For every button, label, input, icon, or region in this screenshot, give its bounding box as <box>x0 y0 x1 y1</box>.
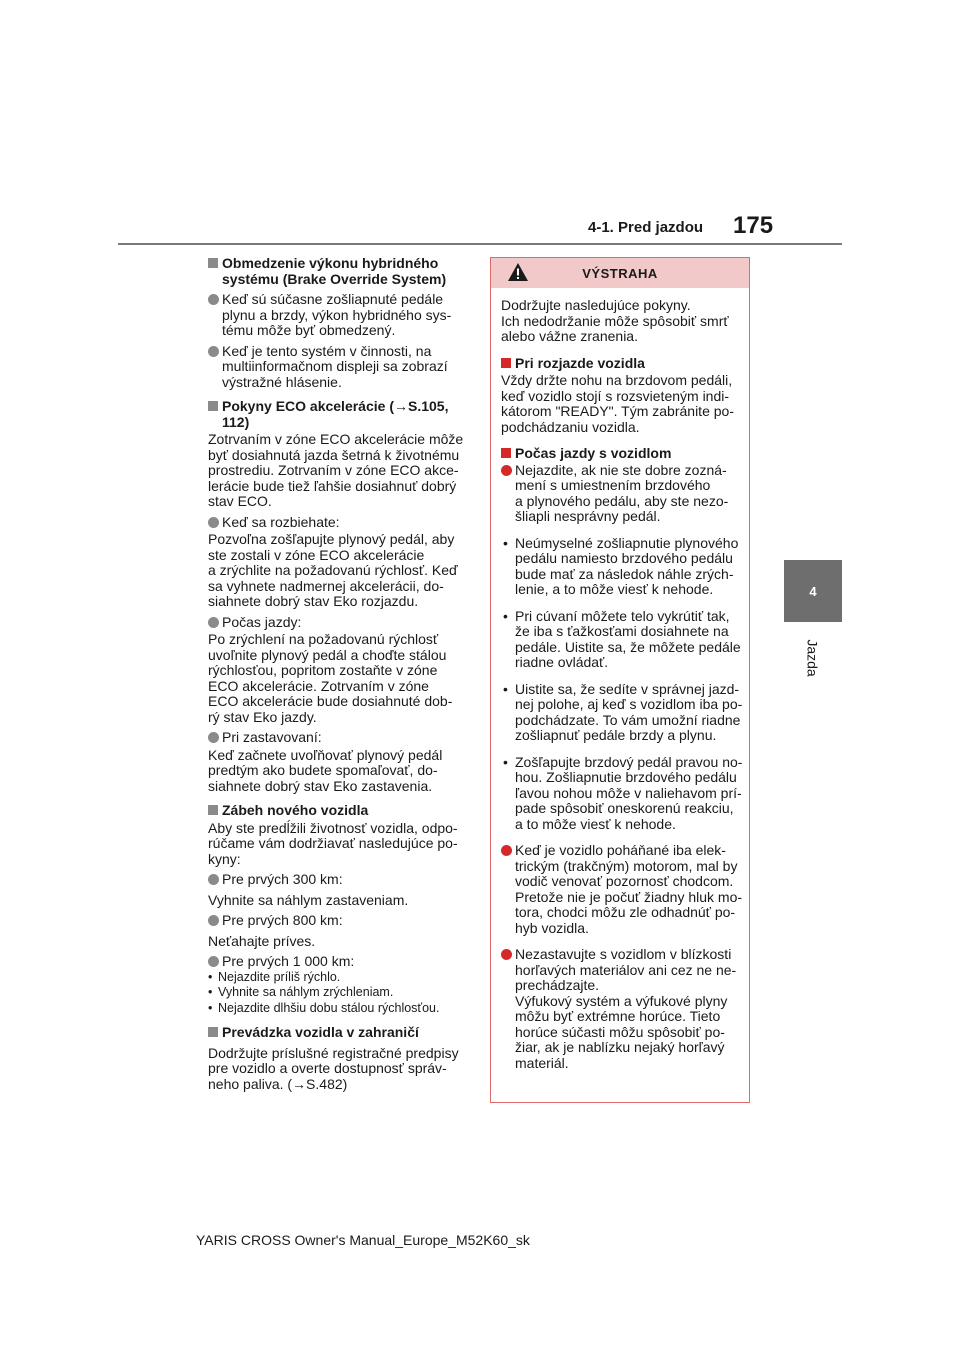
paragraph: Po zrýchlení na požadovanú rýchlosť uvoľnite plynový pedál a choďte stálou rýchlosťou, popritom zostaňte v zóne ECO akcelerácie. Zotrvaním v zóne ECO akcelerácie bude dosiahnuté dob- rý stav Eko jazdy. <box>208 631 453 725</box>
dash-list <box>208 970 470 1017</box>
paragraph: Vyhnite sa náhlym zastaveniam. <box>208 891 409 908</box>
warning-section-heading: Pri rozjazde vozidla <box>501 356 743 372</box>
section-header-title: 4-1. Pred jazdou <box>588 219 704 236</box>
section-heading: Pokyny ECO akcelerácie (→S.105, 112) <box>208 399 470 430</box>
warning-header <box>491 258 749 288</box>
section-heading: Zábeh nového vozidla <box>208 803 470 819</box>
paragraph: Neťahajte príves. <box>208 932 316 949</box>
bullet-item: Keď sa rozbiehate: <box>208 515 470 531</box>
section-heading: Prevádzka vozidla v zahraničí <box>208 1025 470 1041</box>
section-heading: Obmedzenie výkonu hybridného systému (Brake Override System) <box>208 256 470 287</box>
bullet-item: Pri zastavovaní: <box>208 730 470 746</box>
list-item: • Zošľapujte brzdový pedál pravou no- hou. Zošliapnutie brzdového pedálu ľavou nohou môže v naliehavom prí- pade spôsobiť oneskorenú reakciu, a to môže viesť k nehode. <box>503 753 743 832</box>
heading-square-icon <box>208 1027 218 1037</box>
bullet-dot-icon <box>501 949 512 960</box>
chapter-title <box>781 628 845 688</box>
bullet-dot-icon <box>208 732 219 743</box>
dash-item: • Vyhnite sa náhlym zrýchleniam. <box>208 985 394 999</box>
bullet-item: Keď je vozidlo poháňané iba elek- trickým (trakčným) motorom, mal by vodič venovať pozornosť chodcom. Pretože nie je počuť žiadny hluk mo- tora, chodci môžu zle odhadnúť po- hyb vozidla. <box>501 843 743 936</box>
paragraph: Pozvoľna zošľapujte plynový pedál, aby ste zostali v zóne ECO akcelerácie a zrýchlite na požadovanú rýchlosť. Keď sa vyhnete nadmernej akcelerácii, do- siahnete dobrý stav Eko rozjazdu. <box>208 531 458 609</box>
bullet-dot-icon <box>501 845 512 856</box>
bullet-dot-icon <box>208 346 219 357</box>
warning-intro: Dodržujte nasledujúce pokyny. Ich nedodržanie môže spôsobiť smrť alebo vážne zranenia. <box>501 297 729 344</box>
dash-item: • Nejazdite príliš rýchlo. <box>208 969 341 984</box>
bullet-item: Keď sú súčasne zošliapnuté pedále plynu a brzdy, výkon hybridného sys- tému môže byť obmedzený. <box>208 292 470 339</box>
bullet-dot-icon <box>208 517 219 528</box>
header-divider <box>118 243 842 245</box>
bullet-dot-icon <box>208 915 219 926</box>
bullet-item: Pre prvých 300 km: <box>208 872 470 888</box>
paragraph: Aby ste predĺžili životnosť vozidla, odpo- rúčame vám dodržiavať nasledujúce po- kyny: <box>208 819 458 867</box>
warning-box <box>490 257 750 1103</box>
bullet-item: Pre prvých 1 000 km: <box>208 954 470 970</box>
left-column <box>208 256 470 1092</box>
bullet-item: Nezastavujte s vozidlom v blízkosti horľavých materiálov ani cez ne ne- prechádzajte. Výfukový systém a výfukové plyny môžu byť extrémne horúce. Tieto horúce súčasti môžu spôsobiť po- žiar, ak je nablízku nejaký horľavý materiál. <box>501 947 743 1071</box>
paragraph: Zotrvaním v zóne ECO akcelerácie môže byť dosiahnutá jazda šetrná k životnému prostrediu. Zotrvaním v zóne ECO akce- lerácie bude tiež ľahšie dosiahnuť dobrý stav ECO. <box>208 431 464 509</box>
bullet-dot-icon <box>208 956 219 967</box>
chapter-tab-number: 4 <box>784 560 842 622</box>
paragraph: Vždy držte nohu na brzdovom pedáli, keď vozidlo stojí s rozsvieteným indi- kátorom "READY". Tým zabránite po- podchádzaniu vozidla. <box>501 372 734 435</box>
warning-triangle-icon <box>507 262 529 282</box>
list-item: • Uistite sa, že sedíte v správnej jazd- nej polohe, aj keď s vozidlom iba po- podchádzate. To vám umožní riadne zošliapnuť pedále brzdy a plynu. <box>503 680 743 743</box>
heading-square-icon <box>208 805 218 815</box>
bullet-dot-icon <box>208 617 219 628</box>
page-number: 175 <box>733 212 774 239</box>
footer-text: YARIS CROSS Owner's Manual_Europe_M52K60_sk <box>196 1232 530 1248</box>
bullet-item: Nejazdite, ak nie ste dobre zozná- mení s umiestnením brzdového a plynového pedálu, aby ste nezo- šliapli nesprávny pedál. <box>501 463 743 525</box>
bullet-item: Keď je tento systém v činnosti, na multiinformačnom displeji sa zobrazí výstražné hlásenie. <box>208 344 470 391</box>
bullet-item: Pre prvých 800 km: <box>208 913 470 929</box>
bullet-dot-icon <box>501 465 512 476</box>
warning-title: VÝSTRAHA <box>582 265 658 281</box>
list-item: • Pri cúvaní môžete telo vykrútiť tak, že iba s ťažkosťami dosiahnete na pedále. Uistite sa, že môžete pedále riadne ovládať. <box>503 607 741 670</box>
paragraph: Dodržujte príslušné registračné predpisy pre vozidlo a overte dostupnosť správ- neho paliva. (→S.482) <box>208 1044 459 1092</box>
heading-square-icon <box>208 258 218 268</box>
bullet-dot-icon <box>208 874 219 885</box>
dash-item: • Nejazdite dlhšiu dobu stálou rýchlosťou. <box>208 1000 440 1015</box>
heading-square-icon <box>501 448 511 458</box>
paragraph: Keď začnete uvoľňovať plynový pedál predtým ako budete spomaľovať, do- siahnete dobrý stav Eko zastavenia. <box>208 746 443 794</box>
heading-square-icon <box>501 358 511 368</box>
list-item: • Neúmyselné zošliapnutie plynového pedálu namiesto brzdového pedálu bude mať za následok náhle zrých- lenie, a to môže viesť k nehode. <box>503 534 739 597</box>
bullet-dot-icon <box>208 294 219 305</box>
heading-square-icon <box>208 401 218 411</box>
chapter-title-text: Jazda <box>804 639 821 677</box>
bullet-item: Počas jazdy: <box>208 615 470 631</box>
warning-body <box>491 288 749 1071</box>
warning-section-heading: Počas jazdy s vozidlom <box>501 446 743 462</box>
